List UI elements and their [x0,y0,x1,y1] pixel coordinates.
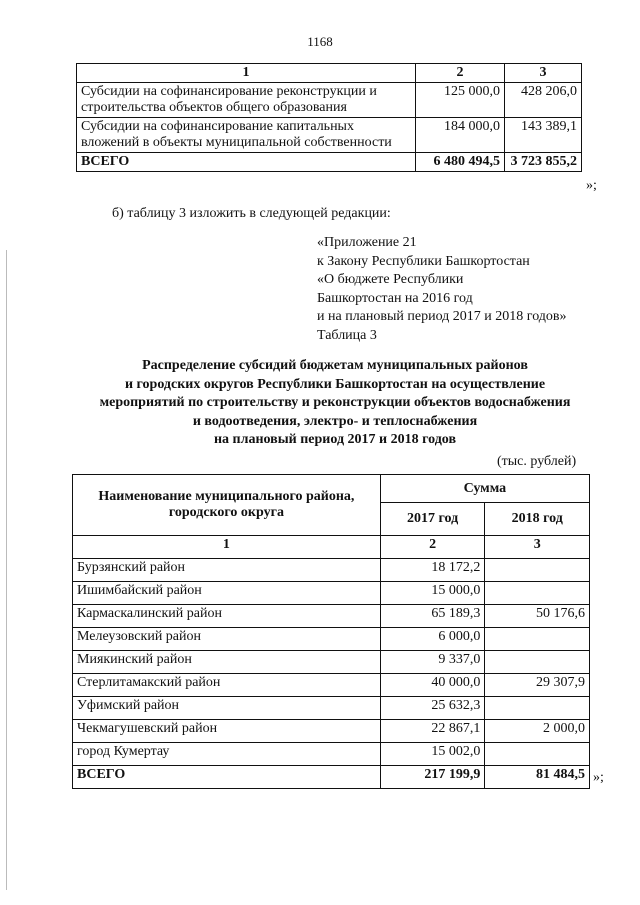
table-row [73,559,590,582]
table-row [73,582,590,605]
table1-closing-quote: »; [586,178,597,193]
table2-numbering-row [73,536,590,559]
table-row [73,697,590,720]
title-line: и городских округов Республики Башкортостан на осуществление [124,376,546,392]
district-name: Мелеузовский район [73,628,381,651]
value-2018 [485,743,590,766]
table-row [73,651,590,674]
header-sum: Сумма [380,475,589,503]
table1-header-col2: 2 [416,64,505,83]
value-2017: 15 002,0 [380,743,485,766]
row-name: Субсидии на софинансирование реконструкции и строительства объектов общего образования [77,83,416,118]
table-row [73,743,590,766]
appendix-line: Башкортостан на 2016 год [317,290,473,306]
table1-header-col3: 3 [505,64,582,83]
table-row [77,83,582,118]
row-value-2: 184 000,0 [416,118,505,153]
district-name: Чекмагушевский район [73,720,381,743]
appendix-line: «Приложение 21 [317,235,417,250]
appendix-line: Таблица 3 [317,327,377,343]
header-2018: 2018 год [485,503,590,536]
total-label: ВСЕГО [77,153,416,172]
title-line: на плановый период 2017 и 2018 годов [213,432,457,447]
row-value-3: 428 206,0 [505,83,582,118]
value-2017: 65 189,3 [380,605,485,628]
value-2017: 18 172,2 [380,559,485,582]
value-2018 [485,582,590,605]
row-value-3: 143 389,1 [505,118,582,153]
title-line: Распределение субсидий бюджетам муниципальных районов [142,358,528,373]
table1-header-col1: 1 [77,64,416,83]
subsidy-summary-table [76,63,582,172]
district-name: город Кумертау [73,743,381,766]
total-value-2: 6 480 494,5 [416,153,505,172]
district-name: Бурзянский район [73,559,381,582]
value-2018 [485,651,590,674]
page-number: 1168 [307,34,333,49]
value-2018 [485,628,590,651]
col-number: 2 [380,536,485,559]
header-name: Наименование муниципального района, городского округа [73,475,381,536]
total-2017: 217 199,9 [380,766,485,789]
value-2018: 2 000,0 [485,720,590,743]
row-value-2: 125 000,0 [416,83,505,118]
total-label: ВСЕГО [73,766,381,789]
value-2018 [485,559,590,582]
value-2017: 22 867,1 [380,720,485,743]
table2-closing-quote: »; [593,770,604,785]
total-2018: 81 484,5 [485,766,590,789]
table-title [60,357,610,450]
table1-header-row [77,64,582,83]
district-name: Миякинский район [73,651,381,674]
district-name: Стерлитамакский район [73,674,381,697]
subsidy-distribution-table [72,474,590,789]
table2-total-row [73,766,590,789]
value-2018 [485,697,590,720]
value-2017: 15 000,0 [380,582,485,605]
table-row [73,674,590,697]
title-line: и водоотведения, электро- и теплоснабжения [192,413,478,429]
value-2017: 9 337,0 [380,651,485,674]
appendix-line: «О бюджете Республики [317,272,464,287]
total-value-3: 3 723 855,2 [505,153,582,172]
table-row [77,118,582,153]
value-2018: 50 176,6 [485,605,590,628]
row-name: Субсидии на софинансирование капитальных вложений в объекты муниципальной собственности [77,118,416,153]
scan-margin-line [6,250,7,890]
table-row [73,605,590,628]
title-line: мероприятий по строительству и реконструкции объектов водоснабжения [99,395,571,410]
value-2017: 40 000,0 [380,674,485,697]
units-label: (тыс. рублей) [497,454,577,469]
table-row [73,720,590,743]
value-2018: 29 307,9 [485,674,590,697]
appendix-header [317,234,567,345]
district-name: Кармаскалинский район [73,605,381,628]
col-number: 3 [485,536,590,559]
appendix-line: к Закону Республики Башкортостан [317,253,530,269]
col-number: 1 [73,536,381,559]
district-name: Ишимбайский район [73,582,381,605]
amendment-intro: б) таблицу 3 изложить в следующей редакции: [112,206,391,221]
table2-header-row [73,475,590,503]
header-2017: 2017 год [380,503,485,536]
value-2017: 25 632,3 [380,697,485,720]
district-name: Уфимский район [73,697,381,720]
value-2017: 6 000,0 [380,628,485,651]
appendix-line: и на плановый период 2017 и 2018 годов» [317,309,567,324]
table1-total-row [77,153,582,172]
table-row [73,628,590,651]
